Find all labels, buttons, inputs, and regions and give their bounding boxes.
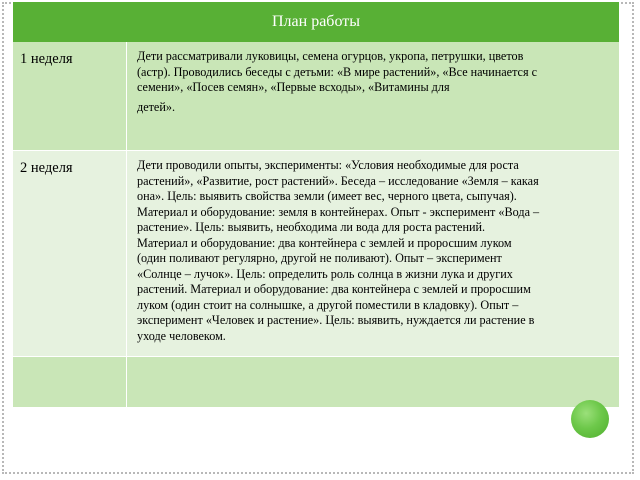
table-row (13, 150, 619, 357)
text-line: Материал и оборудование: земля в контейнерах. Опыт - эксперимент «Вода – (137, 204, 540, 219)
decorative-circle (571, 400, 609, 438)
activity-cell (128, 42, 619, 150)
text-line: растение». Цель: выявить, необходима ли вода для роста растений. (137, 220, 486, 234)
text-line: растений», «Развитие, рост растений». Беседа – исследование «Земля – какая (137, 173, 539, 188)
activity-cell (128, 151, 619, 357)
text-line: растений. Материал и оборудование: два контейнера с землей и проросшим (137, 282, 531, 296)
week-label: 1 неделя (20, 51, 73, 67)
text-line: Дети проводили опыты, эксперименты: «Условия необходимые для роста (137, 158, 519, 172)
text-line: «Солнце – лучок». Цель: определить роль солнца в жизни лука и других (137, 266, 513, 281)
week-cell (13, 151, 127, 357)
table-header-title: План работы (272, 13, 360, 30)
text-line: эксперимент «Человек и растение». Цель: выявить, нуждается ли растение в (137, 313, 535, 327)
text-line: Материал и оборудование: два контейнера с землей и проросшим луком (137, 235, 512, 250)
text-line: она». Цель: выявить свойства земли (имеет вес, черного цвета, сыпучая). (137, 189, 517, 203)
work-plan-table (13, 2, 619, 406)
text-line: (один поливают регулярно, другой не поливают). Опыт – эксперимент (137, 251, 502, 265)
text-line: (астр). Проводились беседы с детьми: «В мире растений», «Все начинается с (137, 64, 538, 79)
table-row (13, 356, 619, 407)
text-line: Дети рассматривали луковицы, семена огурцов, укропа, петрушки, цветов (137, 49, 524, 63)
table-row (13, 42, 619, 150)
week-cell (13, 42, 127, 150)
text-line: семени», «Посев семян», «Первые всходы», «Витамины для (137, 80, 450, 94)
table-header (13, 2, 619, 42)
text-line: детей». (137, 99, 176, 114)
week-cell (13, 357, 127, 407)
text-line: уходе человеком. (137, 328, 226, 343)
week-label: 2 неделя (20, 160, 73, 176)
activity-cell (128, 357, 619, 407)
text-line: луком (один стоит на солнышке, а другой поместили в кладовку). Опыт – (137, 297, 519, 312)
